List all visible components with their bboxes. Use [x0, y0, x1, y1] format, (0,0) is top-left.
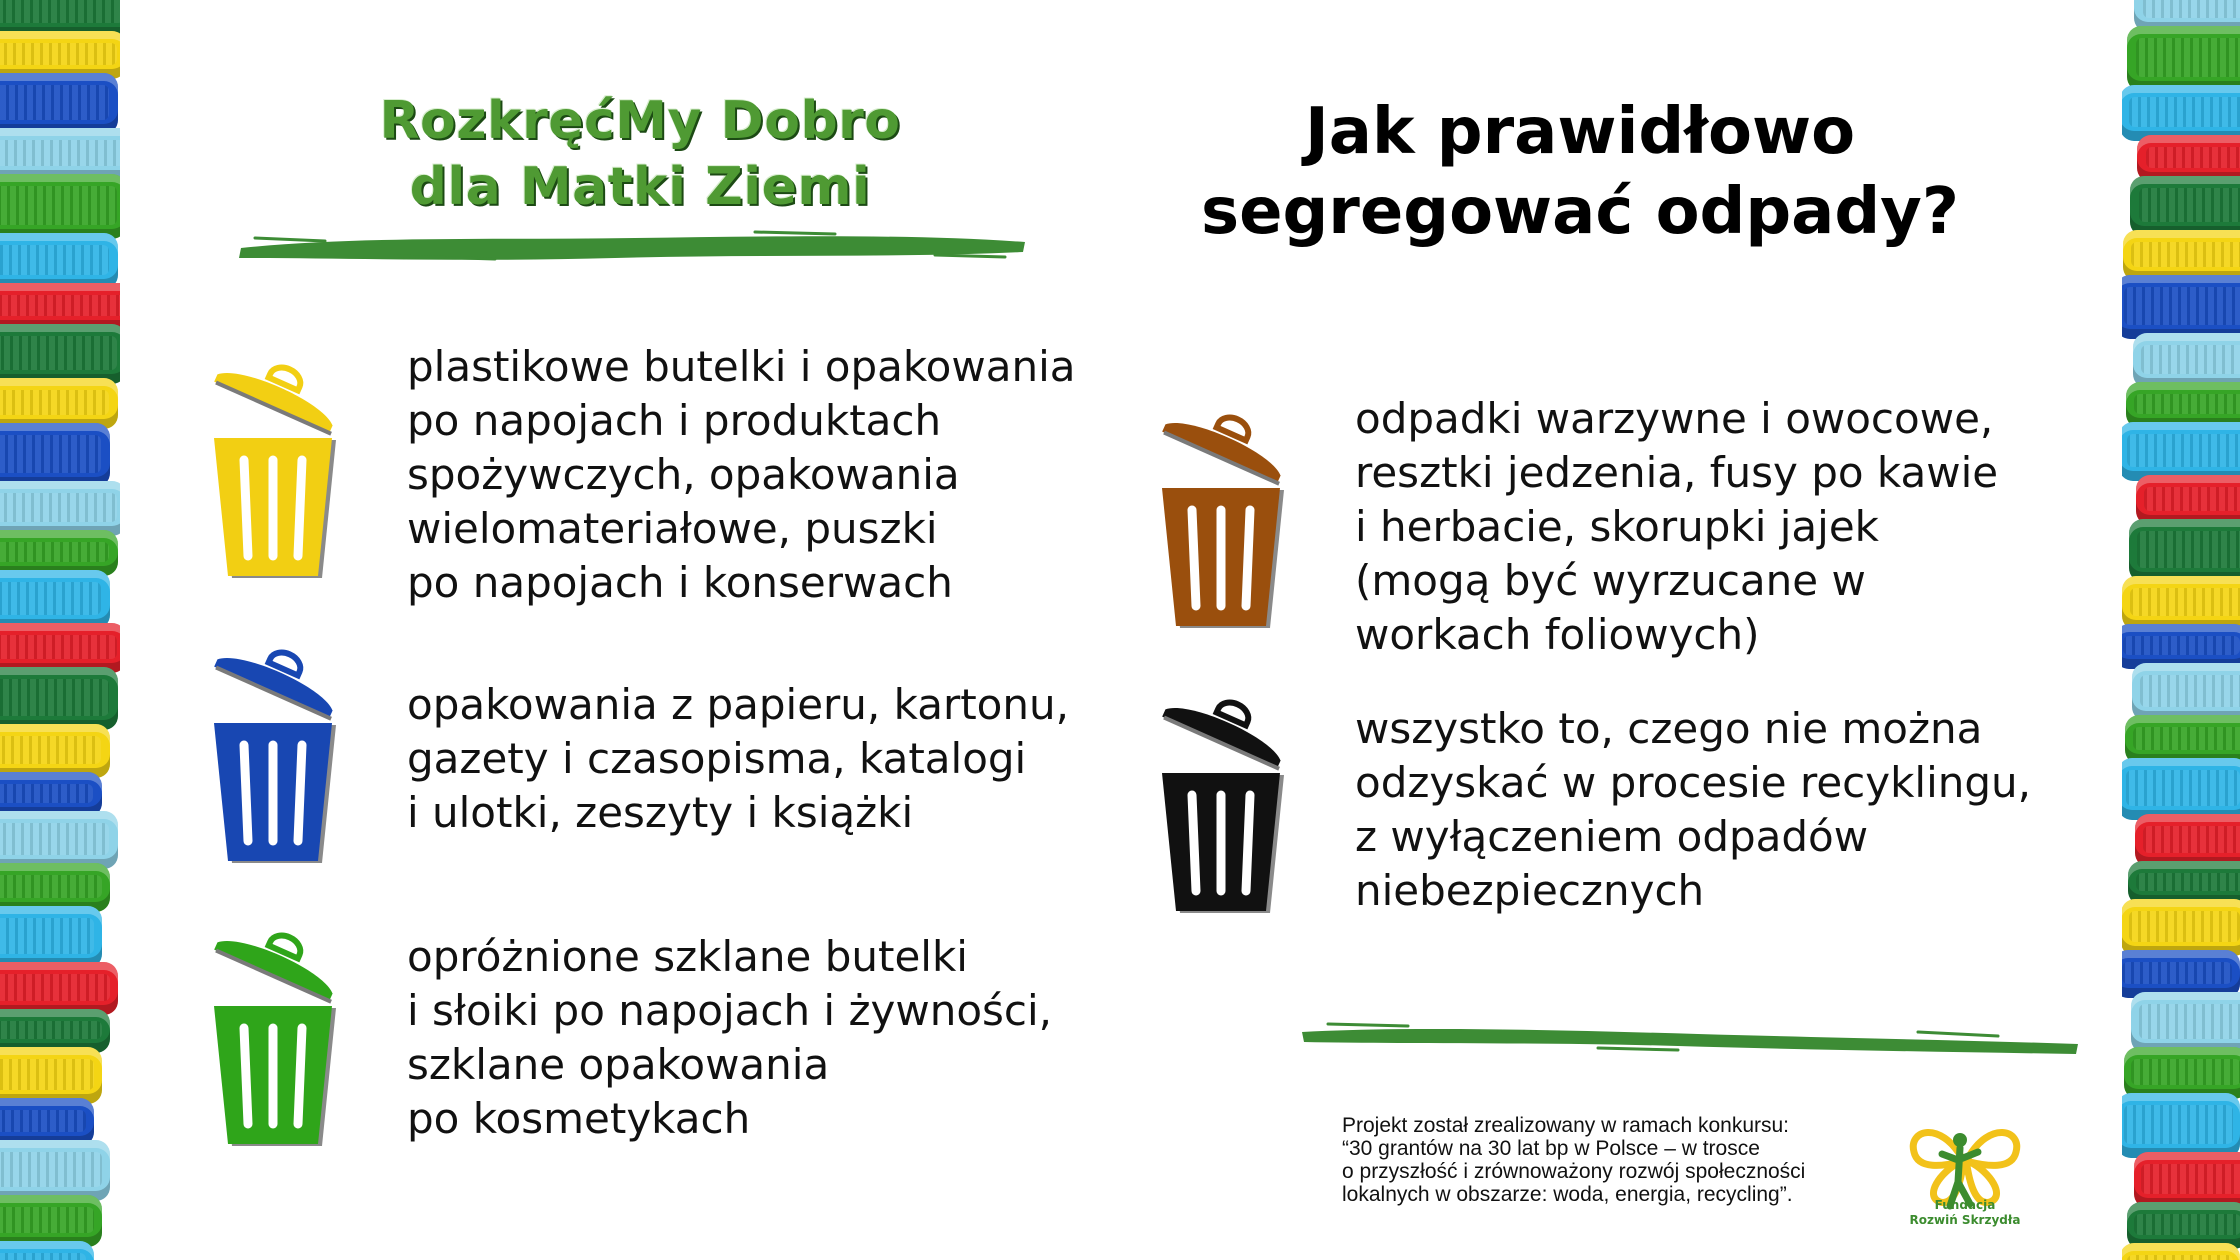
description-line: niebezpiecznych — [1355, 866, 1705, 915]
bottle-cap — [2122, 758, 2240, 820]
description-line: z wyłączeniem odpadów — [1355, 812, 1869, 861]
trash-bin-icon-green — [200, 928, 350, 1150]
bottle-cap — [2122, 899, 2240, 956]
description-line: plastikowe butelki i opakowania — [407, 342, 1076, 391]
description-line: wszystko to, czego nie można — [1355, 704, 1983, 753]
bottle-cap — [2131, 992, 2240, 1053]
bottle-cap — [2129, 519, 2240, 582]
bottle-cap — [0, 233, 118, 289]
bottle-cap — [0, 811, 118, 869]
trash-bin-icon-blue — [200, 645, 350, 867]
trash-bin-icon-yellow — [200, 360, 350, 582]
credit-line: o przyszłość i zrównoważony rozwój społeczności — [1342, 1160, 1806, 1183]
bottle-cap — [2122, 85, 2240, 141]
brand-title — [240, 88, 1040, 220]
bottle-cap — [2133, 333, 2240, 388]
bottle-cap — [2122, 422, 2240, 481]
description-line: opróżnione szklane butelki — [407, 932, 968, 981]
brush-stroke-top — [235, 228, 1030, 266]
description-line: gazety i czasopisma, katalogi — [407, 734, 1027, 783]
bottle-cap — [0, 570, 110, 629]
bottle-cap — [2130, 176, 2240, 236]
trash-bin-icon-brown — [1148, 410, 1298, 632]
bottle-cap — [2137, 135, 2240, 182]
bottle-cap — [0, 1195, 102, 1247]
bottle-cap — [0, 174, 120, 239]
brush-stroke-bottom — [1298, 1018, 2083, 1062]
bottle-cap — [2123, 230, 2240, 281]
bottle-caps-right — [2122, 0, 2240, 1260]
description-line: opakowania z papieru, kartonu, — [407, 680, 1069, 729]
bottle-cap — [0, 73, 118, 134]
logo-line: Rozwiń Skrzydła — [1909, 1213, 2021, 1227]
bottle-cap — [2134, 1152, 2240, 1208]
bottle-cap — [0, 1047, 102, 1104]
page-title — [1130, 92, 2030, 252]
bottle-cap — [0, 623, 120, 673]
page-title-line: Jak prawidłowo — [1304, 95, 1856, 169]
bottle-cap — [2122, 1093, 2240, 1158]
bottle-caps-left — [0, 0, 120, 1260]
bin-description-blue — [407, 678, 1069, 840]
bottle-cap — [0, 31, 120, 79]
description-line: i słoiki po napojach i żywności, — [407, 986, 1053, 1035]
description-line: odpadki warzywne i owocowe, — [1355, 394, 1994, 443]
bottle-cap — [0, 906, 102, 968]
description-line: po kosmetykach — [407, 1094, 751, 1143]
bin-description-green — [407, 930, 1052, 1146]
description-line: resztki jedzenia, fusy po kawie — [1355, 448, 1999, 497]
bottle-cap — [2135, 814, 2240, 867]
brand-title-line: dla Matki Ziemi — [409, 157, 871, 217]
bottle-cap — [0, 378, 118, 429]
bottle-cap — [2122, 950, 2240, 998]
credit-line: Projekt został zrealizowany w ramach konkursu: — [1342, 1114, 1790, 1137]
bottle-cap — [0, 283, 120, 330]
description-line: szklane opakowania — [407, 1040, 830, 1089]
bottle-cap — [2125, 715, 2240, 764]
foundation-logo-text — [1880, 1198, 2050, 1228]
credit-line: “30 grantów na 30 lat bp w Polsce – w trosce — [1342, 1137, 1760, 1160]
bottle-cap — [0, 667, 118, 730]
bottle-cap — [0, 1241, 94, 1260]
description-line: spożywczych, opakowania — [407, 450, 960, 499]
bottle-cap — [0, 1140, 110, 1201]
description-line: po napojach i konserwach — [407, 558, 953, 607]
description-line: po napojach i produktach — [407, 396, 942, 445]
bottle-cap — [2124, 1047, 2240, 1099]
bottle-cap — [0, 423, 110, 487]
bottle-cap — [0, 724, 110, 778]
description-line: i ulotki, zeszyty i książki — [407, 788, 914, 837]
bottle-cap — [0, 128, 120, 180]
bottle-cap — [0, 481, 120, 536]
bin-description-black — [1355, 702, 2031, 918]
description-line: odzyskać w procesie recyklingu, — [1355, 758, 2032, 807]
bottle-cap — [0, 863, 110, 912]
credit-line: lokalnych w obszarze: woda, energia, recycling”. — [1342, 1183, 1793, 1206]
trash-bin-icon-black — [1148, 695, 1298, 917]
bottle-cap — [2127, 26, 2240, 91]
bottle-cap — [2122, 576, 2240, 630]
description-line: wielomateriałowe, puszki — [407, 504, 938, 553]
bottle-cap — [2132, 663, 2240, 721]
bottle-cap — [2122, 275, 2240, 339]
bottle-cap — [2127, 1202, 2240, 1249]
page-title-line: segregować odpady? — [1200, 175, 1960, 249]
bottle-cap — [0, 324, 120, 384]
description-line: workach foliowych) — [1355, 610, 1760, 659]
bin-description-brown — [1355, 392, 1998, 662]
logo-line: Fundacja — [1934, 1198, 1996, 1212]
brand-title-line: RozkręćMy Dobro — [379, 91, 901, 151]
project-credit — [1342, 1114, 1805, 1206]
bottle-cap — [2136, 475, 2240, 525]
bottle-cap — [0, 962, 118, 1015]
description-line: (mogą być wyrzucane w — [1355, 556, 1866, 605]
bin-description-yellow — [407, 340, 1076, 610]
description-line: i herbacie, skorupki jajek — [1355, 502, 1879, 551]
bottle-cap — [0, 1098, 94, 1146]
bottle-cap — [2122, 1243, 2240, 1260]
